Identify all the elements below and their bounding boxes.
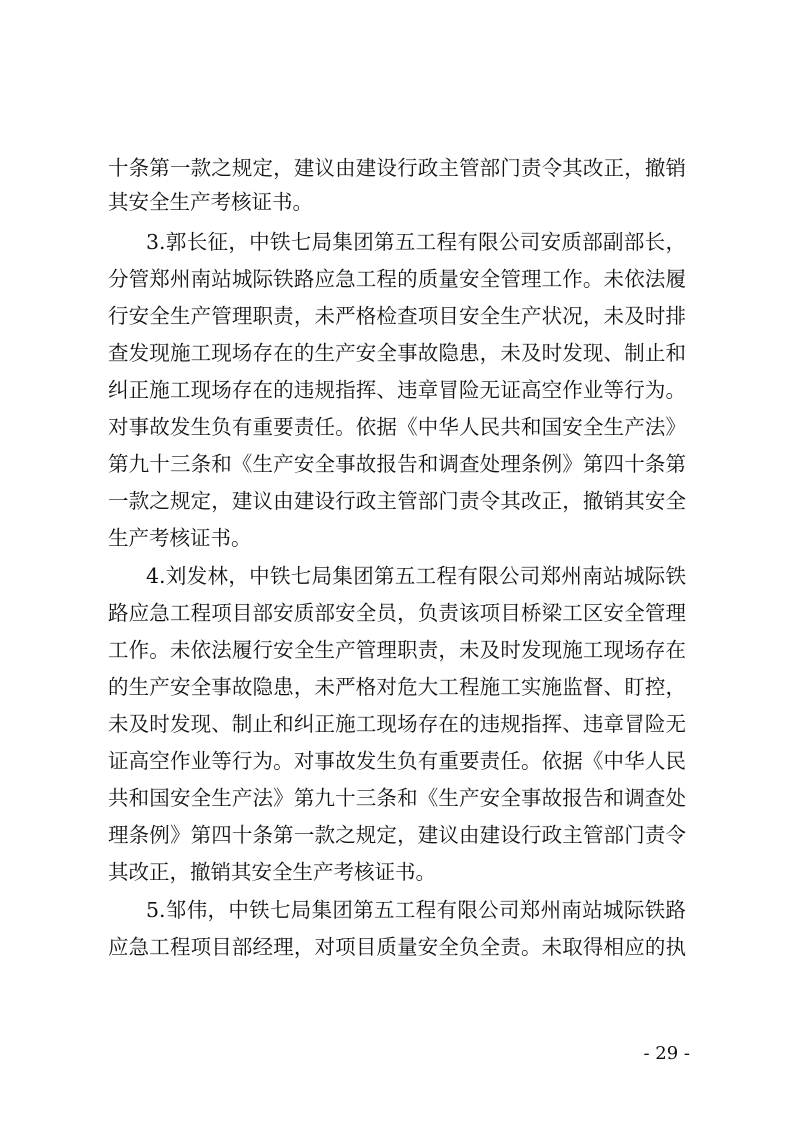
text-line: 路应急工程项目部安质部安全员，负责该项目桥梁工区安全管理	[108, 601, 686, 625]
page-number: - 29 -	[643, 1043, 690, 1064]
text-line: 共和国安全生产法》第九十三条和《生产安全事故报告和调查处	[108, 786, 686, 810]
text-line: 对事故发生负有重要责任。依据《中华人民共和国安全生产法》	[108, 415, 686, 439]
paragraph-item-3-start: 3.郭长征，中铁七局集团第五工程有限公司安质部副部长，	[146, 230, 686, 254]
text-line: 十条第一款之规定，建议由建设行政主管部门责令其改正，撤销	[108, 156, 686, 180]
text-line: 其安全生产考核证书。	[108, 190, 313, 214]
text-line: 未及时发现、制止和纠正施工现场存在的违规指挥、违章冒险无	[108, 712, 686, 736]
text-line: 分管郑州南站城际铁路应急工程的质量安全管理工作。未依法履	[108, 267, 686, 291]
paragraph-item-5-start: 5.邹伟，中铁七局集团第五工程有限公司郑州南站城际铁路	[146, 898, 686, 922]
text-line: 第九十三条和《生产安全事故报告和调查处理条例》第四十条第	[108, 452, 686, 476]
text-line: 其改正，撤销其安全生产考核证书。	[108, 860, 436, 884]
text-line: 一款之规定，建议由建设行政主管部门责令其改正，撤销其安全	[108, 489, 686, 513]
text-line: 纠正施工现场存在的违规指挥、违章冒险无证高空作业等行为。	[108, 378, 686, 402]
text-line: 理条例》第四十条第一款之规定，建议由建设行政主管部门责令	[108, 823, 686, 847]
text-line: 应急工程项目部经理，对项目质量安全负全责。未取得相应的执	[108, 935, 686, 959]
text-line: 查发现施工现场存在的生产安全事故隐患，未及时发现、制止和	[108, 341, 686, 365]
text-line: 的生产安全事故隐患，未严格对危大工程施工实施监督、盯控，	[108, 675, 686, 699]
text-line: 行安全生产管理职责，未严格检查项目安全生产状况，未及时排	[108, 304, 686, 328]
text-line: 证高空作业等行为。对事故发生负有重要责任。依据《中华人民	[108, 749, 686, 773]
paragraph-item-4-start: 4.刘发林，中铁七局集团第五工程有限公司郑州南站城际铁	[146, 564, 686, 588]
text-line: 生产考核证书。	[108, 526, 252, 550]
text-line: 工作。未依法履行安全生产管理职责，未及时发现施工现场存在	[108, 638, 686, 662]
